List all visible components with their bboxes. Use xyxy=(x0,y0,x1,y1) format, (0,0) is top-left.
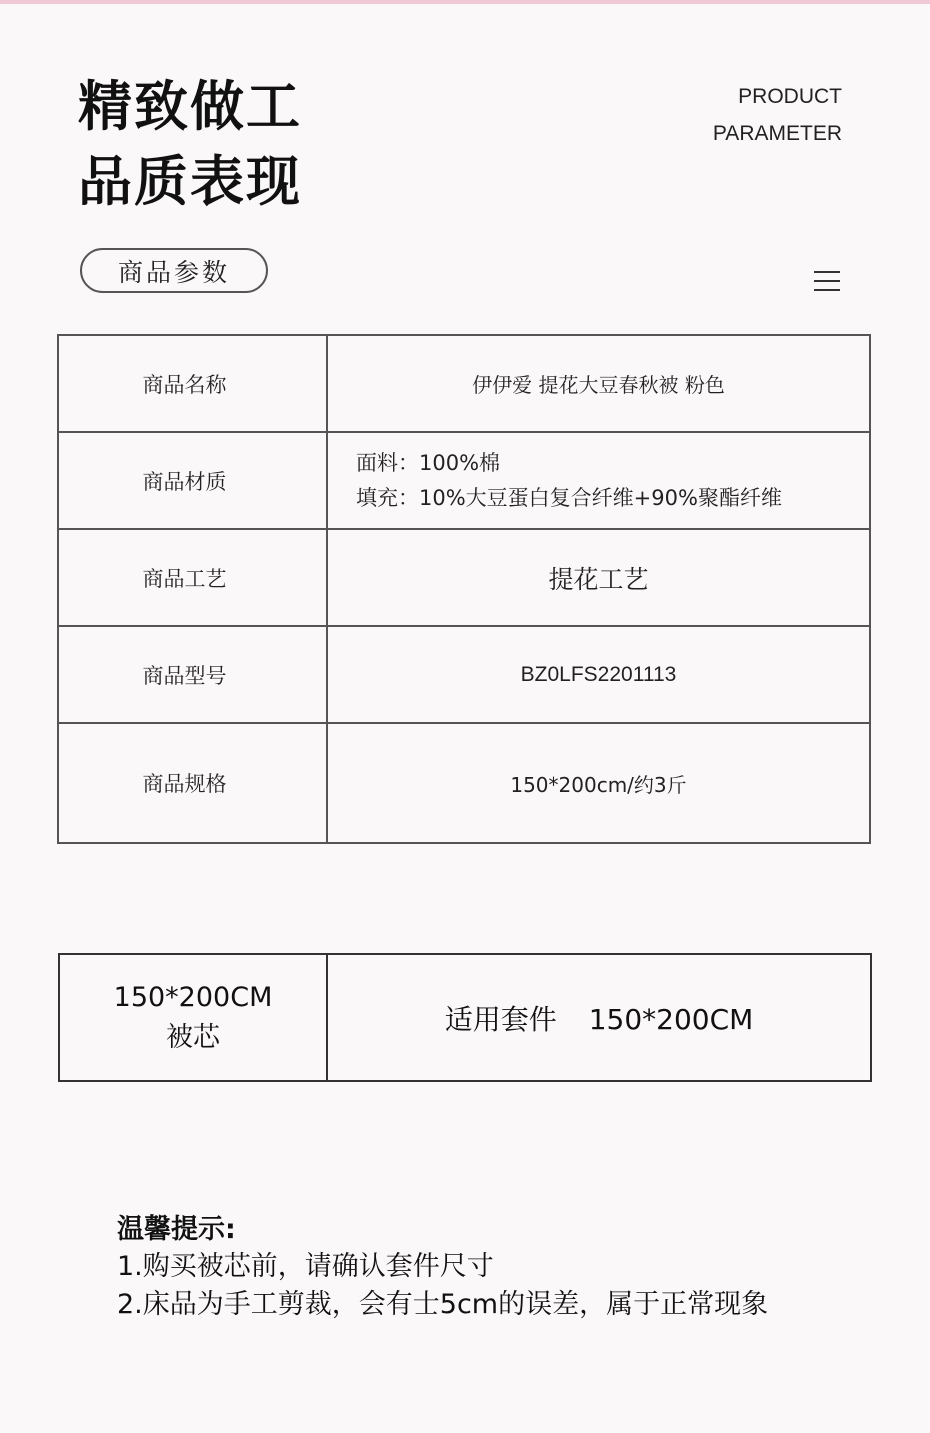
table-row xyxy=(58,626,870,723)
tip-item: 1.购买被芯前，请确认套件尺寸 xyxy=(117,1251,494,1282)
suit-size-cell xyxy=(327,954,871,1081)
table-row xyxy=(58,335,870,432)
param-value: 提花工艺 xyxy=(327,529,870,626)
param-label: 商品工艺 xyxy=(58,529,327,626)
hamburger-icon-bar xyxy=(814,280,840,282)
duvet-size-value: 150*200CM xyxy=(113,981,273,1013)
page-title-line-2: 品质表现 xyxy=(78,150,302,213)
table-row xyxy=(58,529,870,626)
material-fabric-line: 面料：100%棉 xyxy=(356,450,501,475)
product-parameter-table xyxy=(57,334,871,844)
param-label: 商品型号 xyxy=(58,626,327,723)
param-label: 商品规格 xyxy=(58,723,327,843)
suit-size-value: 150*200CM xyxy=(588,1002,754,1036)
duvet-size-caption: 被芯 xyxy=(166,1021,220,1053)
tips-title: 温馨提示: xyxy=(117,1214,236,1245)
param-value: 150*200cm/约3斤 xyxy=(327,723,870,843)
suit-label: 适用套件 xyxy=(444,1002,557,1036)
top-accent-rule xyxy=(0,0,930,4)
table-row xyxy=(59,954,871,1081)
param-value-model-code: BZ0LFS2201113 xyxy=(327,626,870,723)
english-subtitle-line-1: PRODUCT xyxy=(738,85,842,108)
param-label: 商品材质 xyxy=(58,432,327,529)
table-row xyxy=(58,432,870,529)
param-value: 伊伊爱 提花大豆春秋被 粉色 xyxy=(327,335,870,432)
page-title-line-1: 精致做工 xyxy=(78,75,302,138)
param-label: 商品名称 xyxy=(58,335,327,432)
hamburger-icon-bar xyxy=(814,289,840,291)
tip-item: 2.床品为手工剪裁，会有士5cm的误差，属于正常现象 xyxy=(117,1289,769,1320)
hamburger-icon-bar xyxy=(814,271,840,273)
warm-tips xyxy=(117,1212,768,1324)
english-subtitle-line-2: PARAMETER xyxy=(712,122,842,145)
hamburger-icon[interactable] xyxy=(814,269,840,293)
table-row xyxy=(58,723,870,843)
material-filling-line: 填充：10%大豆蛋白复合纤维+90%聚酯纤维 xyxy=(356,485,782,510)
duvet-size-cell xyxy=(59,954,327,1081)
section-label-pill: 商品参数 xyxy=(80,248,268,293)
param-value-material xyxy=(327,432,870,529)
size-fit-table xyxy=(58,953,872,1082)
